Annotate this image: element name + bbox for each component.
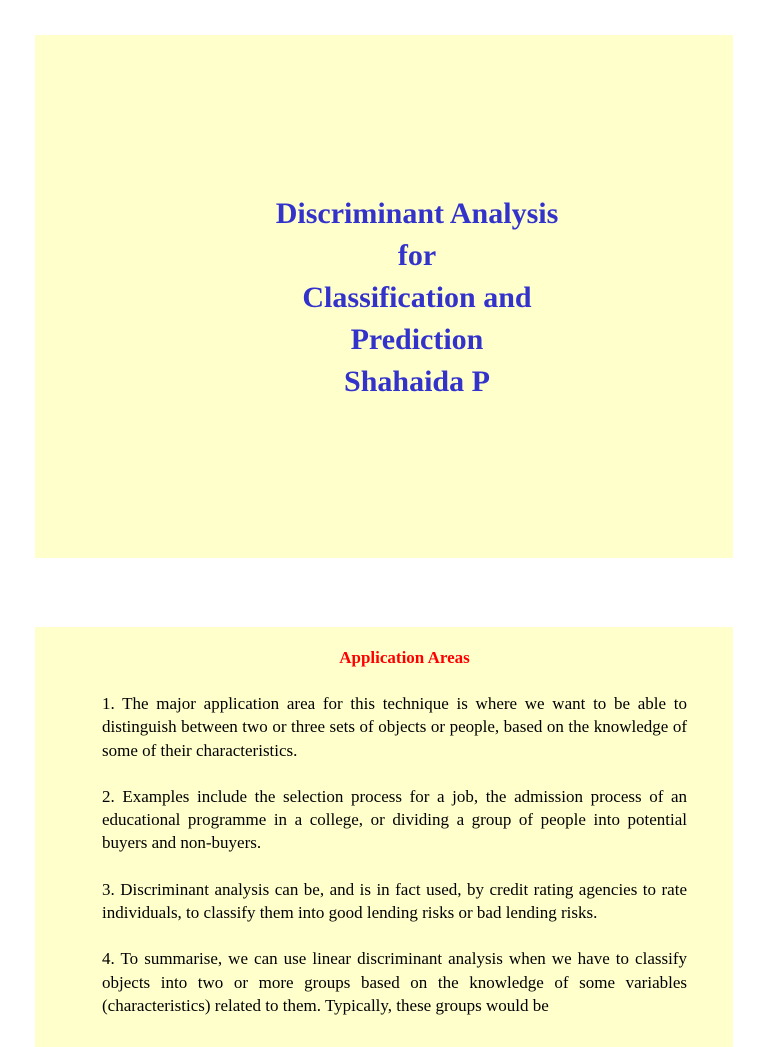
- title-slide: [35, 35, 733, 558]
- paragraph-4: 4. To summarise, we can use linear discriminant analysis when we have to classify objects into two or more groups based on the knowledge of some variables (characteristics) related to them. Typically, these groups would be: [102, 949, 687, 1015]
- application-areas-slide: [35, 627, 733, 1047]
- title-line: Prediction: [350, 323, 484, 356]
- paragraph-3: 3. Discriminant analysis can be, and is in fact used, by credit rating agencies to rate individuals, to classify them into good lending risks or bad lending risks.: [102, 879, 687, 923]
- title-line: Discriminant Analysis: [275, 197, 559, 230]
- paragraph-1: 1. The major application area for this technique is where we want to be able to distinguish between two or three sets of objects or people, based on the knowledge of some of their characteristics.: [102, 694, 687, 760]
- section-heading: Application Areas: [339, 648, 470, 667]
- slide-title: [35, 193, 733, 403]
- title-line: Classification and: [302, 281, 532, 314]
- paragraph-2: 2. Examples include the selection process for a job, the admission process of an educational programme in a college, or dividing a group of people into potential buyers and non-buyers.: [102, 786, 687, 853]
- title-line: for: [397, 239, 437, 272]
- author-name: Shahaida P: [344, 365, 490, 398]
